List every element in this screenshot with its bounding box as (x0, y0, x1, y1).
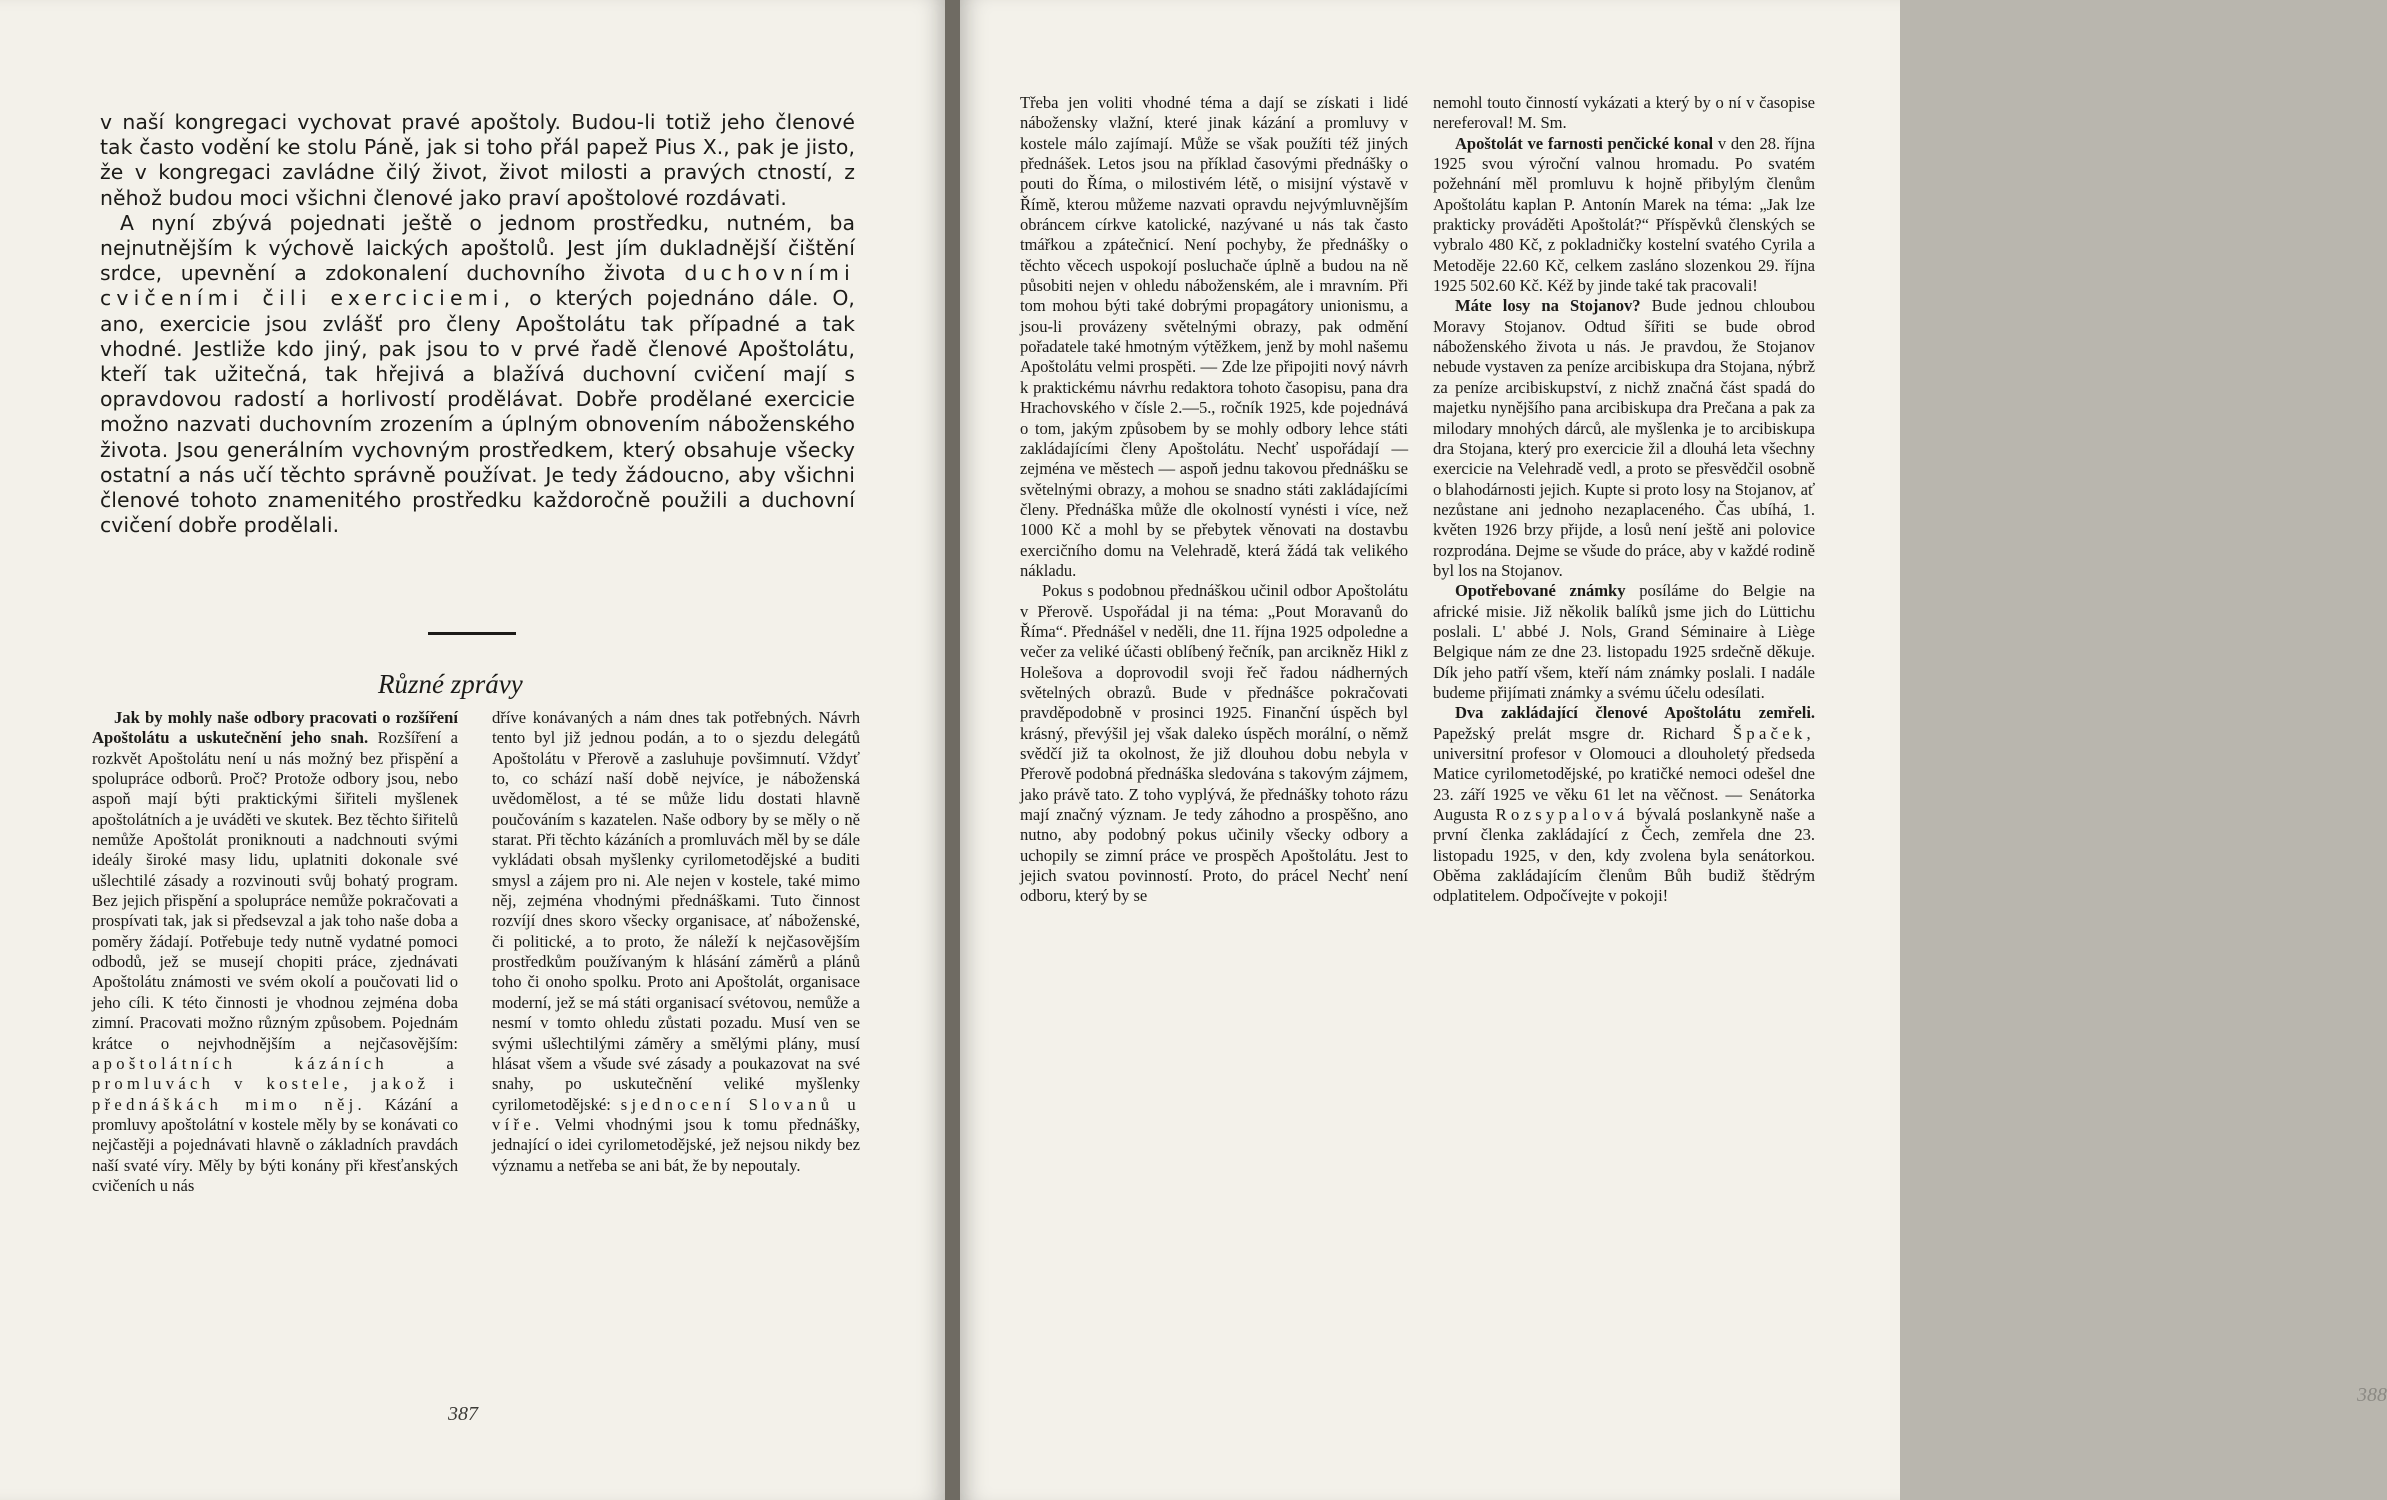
article-spaced-text-2: sjednocení Slovanů u víře. (492, 1094, 860, 1134)
article-pencice (1433, 134, 1815, 297)
right-column-2 (1433, 93, 1815, 907)
article-spaced-name: Špaček, (1732, 723, 1815, 743)
left-page (0, 0, 945, 1500)
article-text-d: Velmi vhodnými jsou k tomu přednášky, jednající o idei cyrilometodějské, jež nejsou nikdy bez významu a netřeba se ani bát, že by nepoutaly. (492, 1114, 861, 1175)
article-text: posíláme do Belgie na africké misie. Již několik balíků jsme jich do Lüttichu poslali. L' abbé J. Nols, Grand Séminaire à Liège Belgique nám ze dne 23. listopadu 1925 srdečně děkuje. Dík jeho patří všem, kteří nám známky poslali. I nadále budeme přijímati známky a svému účelu odesílati. (1433, 581, 1815, 702)
page-number: 388 (2357, 1384, 2387, 1406)
intro-paragraph-1: v naší kongregaci vychovat pravé apoštoly. Budou-li totiž jeho členové tak často vodění ke stolu Páně, jak si toho přál papež Pius X., pak je jisto, že v kongregaci zavládne čilý život, život milosti a pravých ctností, z něhož budou moci všichni členové jako praví apoštolové rozdávati. (100, 110, 855, 210)
article-spaced-text: apoštolátních kázáních a promluvách v kostele, jakož i přednáškách mimo něj. (92, 1053, 458, 1114)
article-stojanov (1433, 296, 1815, 581)
article-text: bývalá poslankyně naše a první členka zakládající z Čech, zemřela dne 23. listopadu 1925, v den, kdy zvolena byla senátorkou. Oběma zakládajícím členům Bůh budiž štědrým odplatitelem. Odpočívejte v pokoji! (1433, 805, 1815, 906)
article-zemreli (1433, 703, 1815, 906)
article-heading: Máte losy na Stojanov? (1455, 296, 1641, 316)
article-text: Bude jednou chloubou Moravy Stojanov. Odtud šířiti se bude obrod náboženského života u nás. Je pravdou, že Stojanov nebude vystaven za peníze arcibiskupa dra Stojana, nýbrž za peníze arcibiskupství, z nichž značná část spadá do majetku nynějšího pana arcibiskupa dra Prečana a pak za milodary mnohých dárců, ale myšlenka je to arcibiskupa dra Stojana, který pro exercicie žil a dlouhá leta všechny exercicie na Velehradě vedl, a proto se přesvědčil osobně o blahodárnosti jejich. Kupte si proto losy na Stojanov, ať nezůstane ani jednoho nezaplaceného. Čas ubíhá, 1. květen 1926 brzy přijde, a losů není ještě ani polovice rozprodána. Dejme se všude do práce, aby v každé rodině byl los na Stojanov. (1433, 296, 1815, 580)
article-prednasky: Třeba jen voliti vhodné téma a dají se získati i lidé nábožensky vlažní, které jinak kázání a promluvy v kostele málo zajímají. Může se však použíti též jiných přednášek. Letos jsou na příklad časovými přednášky o pouti do Říma, o milostivém létě, o misijní výstavě v Římě, kterou můžeme nazvati opravdu nejvýmluvnějším obráncem církve katolické, nazývané u nás tak často tmářkou a zpátečnicí. Není pochyby, že přednášky o těchto věcech uspokojí posluchače úplně a budou na ně působiti nejen v ohledu náboženském, ale i mravním. Při tom mohou býti také dobrými propagátory unionismu, a jsou-li provázeny světelnými obrazy, pak odmění pořadatele také hmotným výtěžkem, jenž by mohl našemu Apoštolátu velmi prospěti. — Zde lze připojiti nový návrh k praktickému návrhu redaktora tohoto časopisu, pana dra Hrachovského v čísle 2.—5., ročník 1925, kde pojednává o tom, jakým způsobem by se mohly odbory lehce státi zakládajícími členy Apoštolátu. Nechť uspořádají — zejména ve městech — aspoň jednu takovou přednášku se světelnými obrazy, a mohou se snadno státi zakládajícími členy. Přednáška může dle okolností vynésti i více, než 1000 Kč a mohl by se přebytek věnovati na dostavbu exercičního domu na Velehradě, která žádá tak velikého nákladu. (1020, 93, 1408, 580)
book-gutter (945, 0, 960, 1500)
article-text: universitní profesor v Olomouci a dlouholetý předseda Matice cyrilometodějské, po kratičké nemoci odešel dne 23. září 1925 ve věku 61 let na věčnost. — Senátorka Augusta (1433, 744, 1815, 825)
intro-text-b: o kterých pojednáno dále. O, ano, exercicie jsou zvlášť pro členy Apoštolátu tak případné a tak vhodné. Jestliže kdo jiný, pak jsou to v prvé řadě členové Apoštolátu, kteří tak užitečná, tak hřejivá a blažívá duchovní cvičení mají s opravdovou radostí a horlivostí prodělávat. Dobře prodělané exercicie možno nazvati duchovním zrozením a úplným obnovením náboženského života. Jsou generálním vychovným prostředkem, který obsahuje všecky ostatní a nás učí těchto správně používat. Je tedy žádoucno, aby všichni členové tohoto znamenitého prostředku každoročně použili a duchovní cvičení dobře prodělali. (100, 286, 855, 538)
intro-text-a: A nyní zbývá pojednati ještě o jednom prostředku, nutném, ba nejnutnějším k výchově laických apoštolů. Jest jím dukladnější čištění srdce, upevnění a zdokonalení duchovního života (100, 210, 855, 286)
page-number: 387 (448, 1403, 478, 1425)
left-column-1 (92, 708, 458, 1196)
intro-text (100, 110, 855, 538)
article-spaced-name: Rozsypalová (1495, 805, 1629, 825)
article-heading: Opotřebované známky (1455, 581, 1626, 601)
section-title: Různé zprávy (378, 669, 523, 699)
section-divider (428, 632, 516, 635)
article-text-a: Rozšíření a rozkvět Apoštolátu není u nás možný bez přispění a spolupráce odborů. Proč? Protože odbory jsou, nebo aspoň mají býti praktickými šiřiteli myšlenek apoštolátních a je uváděti ve skutek. Bez těchto šiřitelů nemůže Apoštolát proniknouti a nadchnouti svými ideály široké masy lidu, uplatniti dokonale své ušlechtilé zásady a rozvinouti svůj bohatý program. Bez jejich přispění a spolupráce nemůže pokračovati a prospívati tak, jak si předsevzal a jak toho naše doba a poměry žádají. Potřebuje tedy nutně vydatné pomoci odbodů, jež se musejí chopiti práce, zjednávati Apoštolátu známosti ve svém okolí a poučovati lid o jeho cíli. K této činnosti je vhodnou zejména doba zimní. Pracovati možno různým způsobem. Pojednám krátce o nejvhodnějším a nejčasovějším: (92, 728, 458, 1053)
intro-paragraph-2 (100, 211, 855, 539)
left-column-2 (492, 708, 860, 1176)
article-heading: Apoštolát ve farnosti penčické konal (1455, 133, 1714, 153)
article-continuation (492, 708, 860, 1176)
article-text: Papežský prelát msgre dr. Richard (1433, 723, 1715, 743)
article-text-c: dříve konávaných a nám dnes tak potřebných. Návrh tento byl již jednou podán, a to o sjezdu delegátů Apoštolátu v Přerově a zasluhuje povšimnutí. Vždyť to, co schází naší době nejvíce, je náboženská uvědomělost, a té se může lidu dostati hlavně poučováním s kazatelen. Naše odbory by se měly o ně starat. Při těchto kázáních a promluvách měl by se dále vykládati obsah myšlenky cyrilometodějské a buditi smysl a zájem pro ni. Ale nejen v kostele, také mimo něj, zejména vhodnými přednáškami. Tuto činnost rozvíjí dnes skoro všecky organisace, ať náboženské, či politické, a to proto, že náleží k nejčasovějším prostředkům používaným k hlásání záměrů a plánů toho či onoho spolku. Proto ani Apoštolát, organisace moderní, jež se má státi organisací svétovou, nemůže a nesmí v tomto ohledu zůstati pozadu. Musí ven se svými ušlechtilými záměry a smělými plány, musí hlásat všem a všude své zásady a poukazovat na své snahy, po uskutečnění veliké myšlenky cyrilometodějské: (492, 708, 860, 1114)
article-closing: nemohl touto činností vykázati a který by o ní v časopise nereferoval! M. Sm. (1433, 93, 1815, 133)
article-znamky (1433, 581, 1815, 703)
article-text: v den 28. října 1925 svou výroční valnou hromadu. Po svatém požehnání měl promluvu k hojně přibylým členům Apoštolátu kaplan P. Antonín Marek na téma: „Jak lze prakticky prováděti Apoštolát?“ Příspěvků členských se vybralo 480 Kč, z pokladničky kostelní svatého Cyrila a Metoděje 22.60 Kč, celkem zasláno slozenkou 29. října 1925 502.60 Kč. Kéž by jinde také tak pracovali! (1433, 133, 1815, 296)
right-column-1 (1020, 93, 1408, 907)
article-heading: Dva zakládající členové Apoštolátu zemřeli. (1455, 703, 1815, 723)
intro-spaced-text: duchovními cvičeními čili exerciciemi, (100, 261, 855, 311)
article-heading: Jak by mohly naše odbory pracovati o rozšíření Apoštolátu a uskutečnění jeho snah. (92, 708, 458, 748)
article-apostolat-odbory (92, 708, 458, 1196)
article-text-b: Kázání a promluvy apoštolátní v kostele měly by se konávati co nejčastěji a pojednávati hlavně o základních pravdách naší svaté víry. Měly by býti konány při křesťanských cvičeních u nás (92, 1094, 459, 1195)
article-prerov: Pokus s podobnou přednáškou učinil odbor Apoštolátu v Přerově. Uspořádal ji na téma: „Pout Moravanů do Říma“. Přednášel v neděli, dne 11. října 1925 odpoledne a večer za veliké účasti oblíbený řečník, pan arcikněz Hikl z Holešova a doprovodil svoji řeč řadou nádherných světelných obrazů. Bude v přednášce pokračovati pravděpodobně v prosinci 1925. Finanční úspěch byl krásný, převýšil jej však daleko úspěch morální, o němž svědčí již ta okolnost, že již dlouhou dobu nebyla v Přerově podobná přednáška sledována s takovým zájmem, jako právě tato. Z toho vyplývá, že přednášky tohoto rázu mají značný význam. Je tedy záhodno a prospěšno, ano nutno, aby podobný pokus učinily všecky odbory a uchopily se zimní práce ve prospěch Apoštolátu. Jest to jejich svatou povinností. Proto, do prácel Nechť není odboru, který by se (1020, 581, 1408, 906)
